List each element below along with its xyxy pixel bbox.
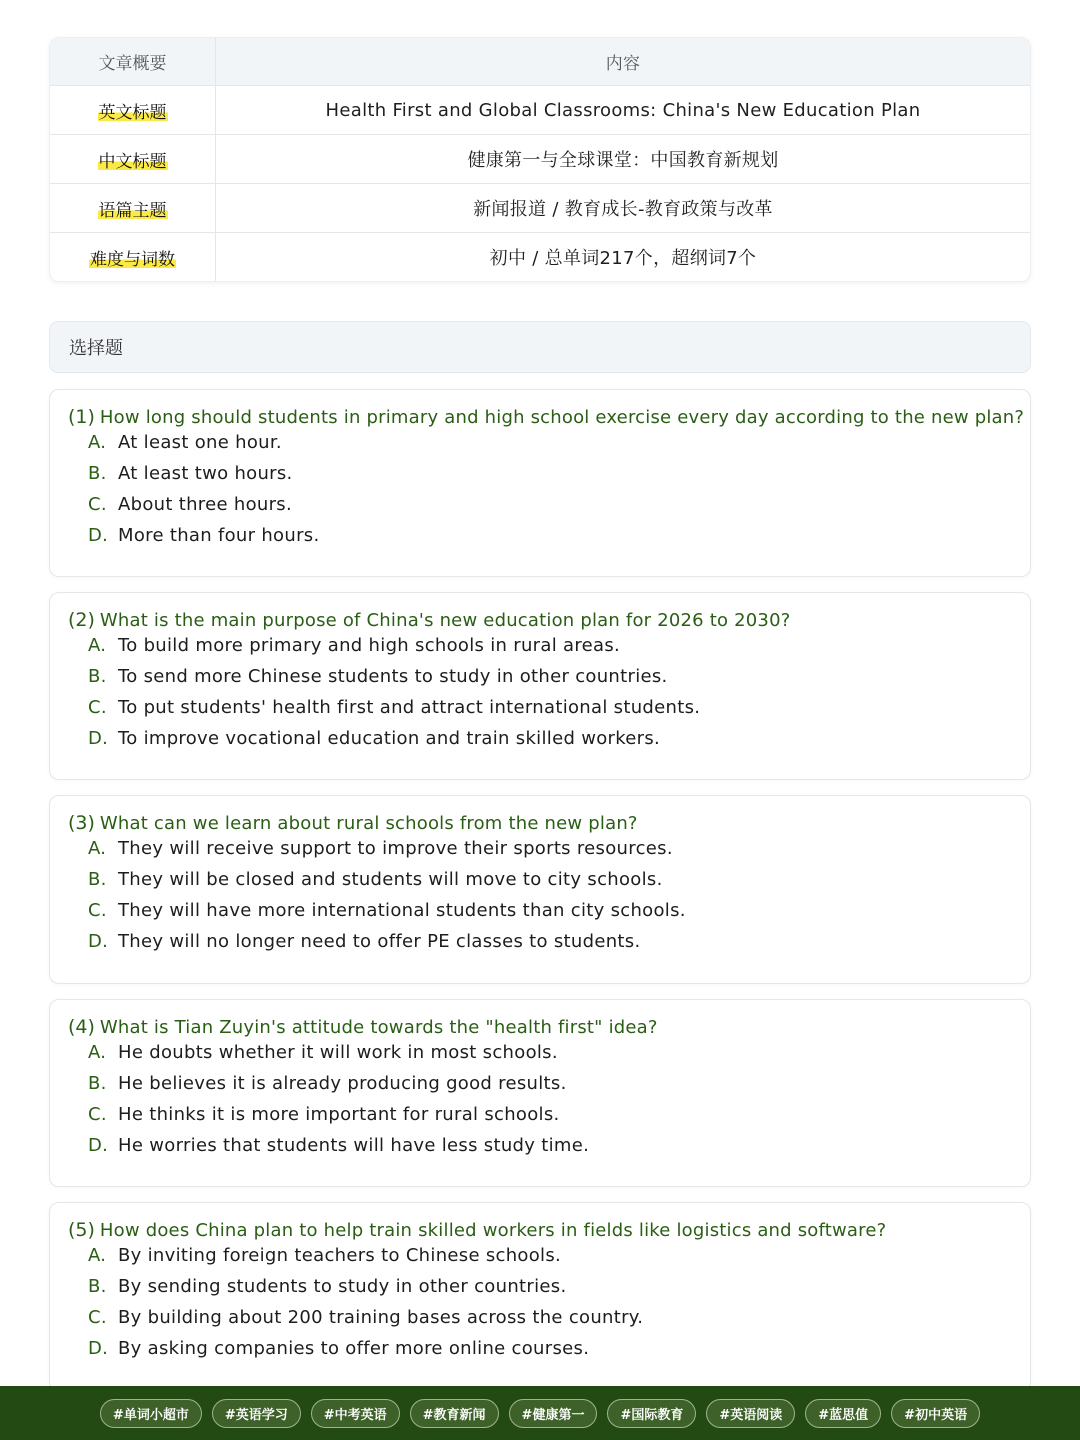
option-letter: B.	[88, 463, 107, 484]
option-text: They will receive support to improve their sports resources.	[118, 838, 673, 859]
question-text: What can we learn about rural schools from the new plan?	[99, 813, 638, 834]
option-letter: D.	[88, 525, 109, 546]
option-b[interactable]	[68, 463, 1030, 494]
question-number: (5)	[68, 1219, 95, 1241]
overview-row-difficulty	[50, 232, 1030, 281]
option-letter: B.	[88, 666, 107, 687]
question-number: (3)	[68, 812, 95, 834]
option-a[interactable]	[68, 432, 1030, 463]
option-text: He thinks it is more important for rural schools.	[118, 1104, 560, 1125]
option-b[interactable]	[68, 869, 1030, 900]
option-text: To put students' health first and attract international students.	[118, 697, 701, 718]
option-letter: B.	[88, 1073, 107, 1094]
overview-header-row	[50, 38, 1030, 85]
option-letter: C.	[88, 1104, 107, 1125]
option-text: He worries that students will have less study time.	[118, 1135, 590, 1156]
option-c[interactable]	[68, 697, 1030, 728]
option-d[interactable]	[68, 1338, 1030, 1369]
option-letter: D.	[88, 728, 109, 749]
hashtag-chip[interactable]: #英语学习	[212, 1399, 301, 1428]
option-letter: C.	[88, 494, 107, 515]
question-text: What is the main purpose of China's new education plan for 2026 to 2030?	[99, 610, 791, 631]
option-letter: A.	[88, 838, 107, 859]
overview-row-chinese-title	[50, 134, 1030, 183]
option-a[interactable]	[68, 635, 1030, 666]
option-letter: D.	[88, 931, 109, 952]
option-text: By sending students to study in other countries.	[118, 1276, 567, 1297]
question-text: How does China plan to help train skilled workers in fields like logistics and software?	[99, 1220, 887, 1241]
option-c[interactable]	[68, 494, 1030, 525]
option-c[interactable]	[68, 1307, 1030, 1338]
option-letter: C.	[88, 900, 107, 921]
question-card-5	[49, 1202, 1031, 1392]
question-text: What is Tian Zuyin's attitude towards the "health first" idea?	[99, 1017, 658, 1038]
question-card-3	[49, 795, 1031, 984]
overview-row-topic	[50, 183, 1030, 232]
option-d[interactable]	[68, 1135, 1030, 1166]
option-c[interactable]	[68, 900, 1030, 931]
hashtag-bar	[0, 1386, 1080, 1440]
option-letter: B.	[88, 869, 107, 890]
option-letter: A.	[88, 1042, 107, 1063]
option-d[interactable]	[68, 525, 1030, 556]
hashtag-chip[interactable]: #英语阅读	[706, 1399, 795, 1428]
option-letter: C.	[88, 1307, 107, 1328]
question-card-4	[49, 999, 1031, 1187]
hashtag-chip[interactable]: #初中英语	[891, 1399, 980, 1428]
overview-value: 健康第一与全球课堂：中国教育新规划	[467, 150, 779, 171]
question-stem	[68, 812, 1030, 838]
overview-value: 新闻报道 / 教育成长-教育政策与改革	[473, 199, 773, 220]
option-b[interactable]	[68, 1073, 1030, 1104]
option-text: About three hours.	[118, 494, 293, 515]
option-c[interactable]	[68, 1104, 1030, 1135]
overview-key-label: 中文标题	[98, 147, 168, 172]
option-text: To send more Chinese students to study in other countries.	[118, 666, 668, 687]
option-text: They will have more international students than city schools.	[118, 900, 686, 921]
option-text: To build more primary and high schools in rural areas.	[118, 635, 621, 656]
option-letter: D.	[88, 1338, 109, 1359]
question-stem	[68, 1219, 1030, 1245]
option-text: He doubts whether it will work in most schools.	[118, 1042, 558, 1063]
overview-key-label: 语篇主题	[98, 196, 168, 221]
question-stem	[68, 406, 1030, 432]
option-text: By inviting foreign teachers to Chinese schools.	[118, 1245, 562, 1266]
option-a[interactable]	[68, 1245, 1030, 1276]
question-text: How long should students in primary and high school exercise every day according to the new plan?	[99, 407, 1025, 428]
hashtag-chip[interactable]: #蓝思值	[805, 1399, 881, 1428]
section-title: 选择题	[49, 321, 1031, 373]
question-number: (2)	[68, 609, 95, 631]
option-text: They will no longer need to offer PE classes to students.	[118, 931, 641, 952]
hashtag-chip[interactable]: #教育新闻	[410, 1399, 499, 1428]
question-stem	[68, 609, 1030, 635]
option-text: At least two hours.	[118, 463, 293, 484]
option-b[interactable]	[68, 1276, 1030, 1307]
question-number: (4)	[68, 1016, 95, 1038]
option-text: At least one hour.	[118, 432, 282, 453]
option-d[interactable]	[68, 728, 1030, 759]
option-letter: D.	[88, 1135, 109, 1156]
option-d[interactable]	[68, 931, 1030, 962]
option-text: More than four hours.	[118, 525, 320, 546]
overview-value: Health First and Global Classrooms: China's New Education Plan	[325, 99, 921, 121]
overview-key-label: 难度与词数	[89, 245, 176, 270]
option-letter: A.	[88, 432, 107, 453]
option-text: To improve vocational education and train skilled workers.	[118, 728, 661, 749]
overview-value: 初中 / 总单词217个，超纲词7个	[489, 248, 757, 269]
overview-table	[49, 37, 1031, 282]
option-letter: C.	[88, 697, 107, 718]
option-b[interactable]	[68, 666, 1030, 697]
option-letter: A.	[88, 1245, 107, 1266]
hashtag-chip[interactable]: #中考英语	[311, 1399, 400, 1428]
option-text: He believes it is already producing good results.	[118, 1073, 567, 1094]
overview-key-label: 英文标题	[98, 98, 168, 123]
option-letter: B.	[88, 1276, 107, 1297]
option-text: By asking companies to offer more online courses.	[118, 1338, 590, 1359]
overview-header-key: 文章概要	[50, 38, 216, 85]
option-text: By building about 200 training bases across the country.	[118, 1307, 644, 1328]
hashtag-chip[interactable]: #健康第一	[509, 1399, 598, 1428]
question-card-1	[49, 389, 1031, 577]
option-a[interactable]	[68, 1042, 1030, 1073]
hashtag-chip[interactable]: #国际教育	[607, 1399, 696, 1428]
option-a[interactable]	[68, 838, 1030, 869]
option-letter: A.	[88, 635, 107, 656]
option-text: They will be closed and students will move to city schools.	[118, 869, 663, 890]
question-card-2	[49, 592, 1031, 780]
hashtag-chip[interactable]: #单词小超市	[100, 1399, 202, 1428]
overview-row-english-title	[50, 85, 1030, 134]
question-number: (1)	[68, 406, 95, 428]
overview-header-value: 内容	[605, 54, 641, 74]
question-stem	[68, 1016, 1030, 1042]
